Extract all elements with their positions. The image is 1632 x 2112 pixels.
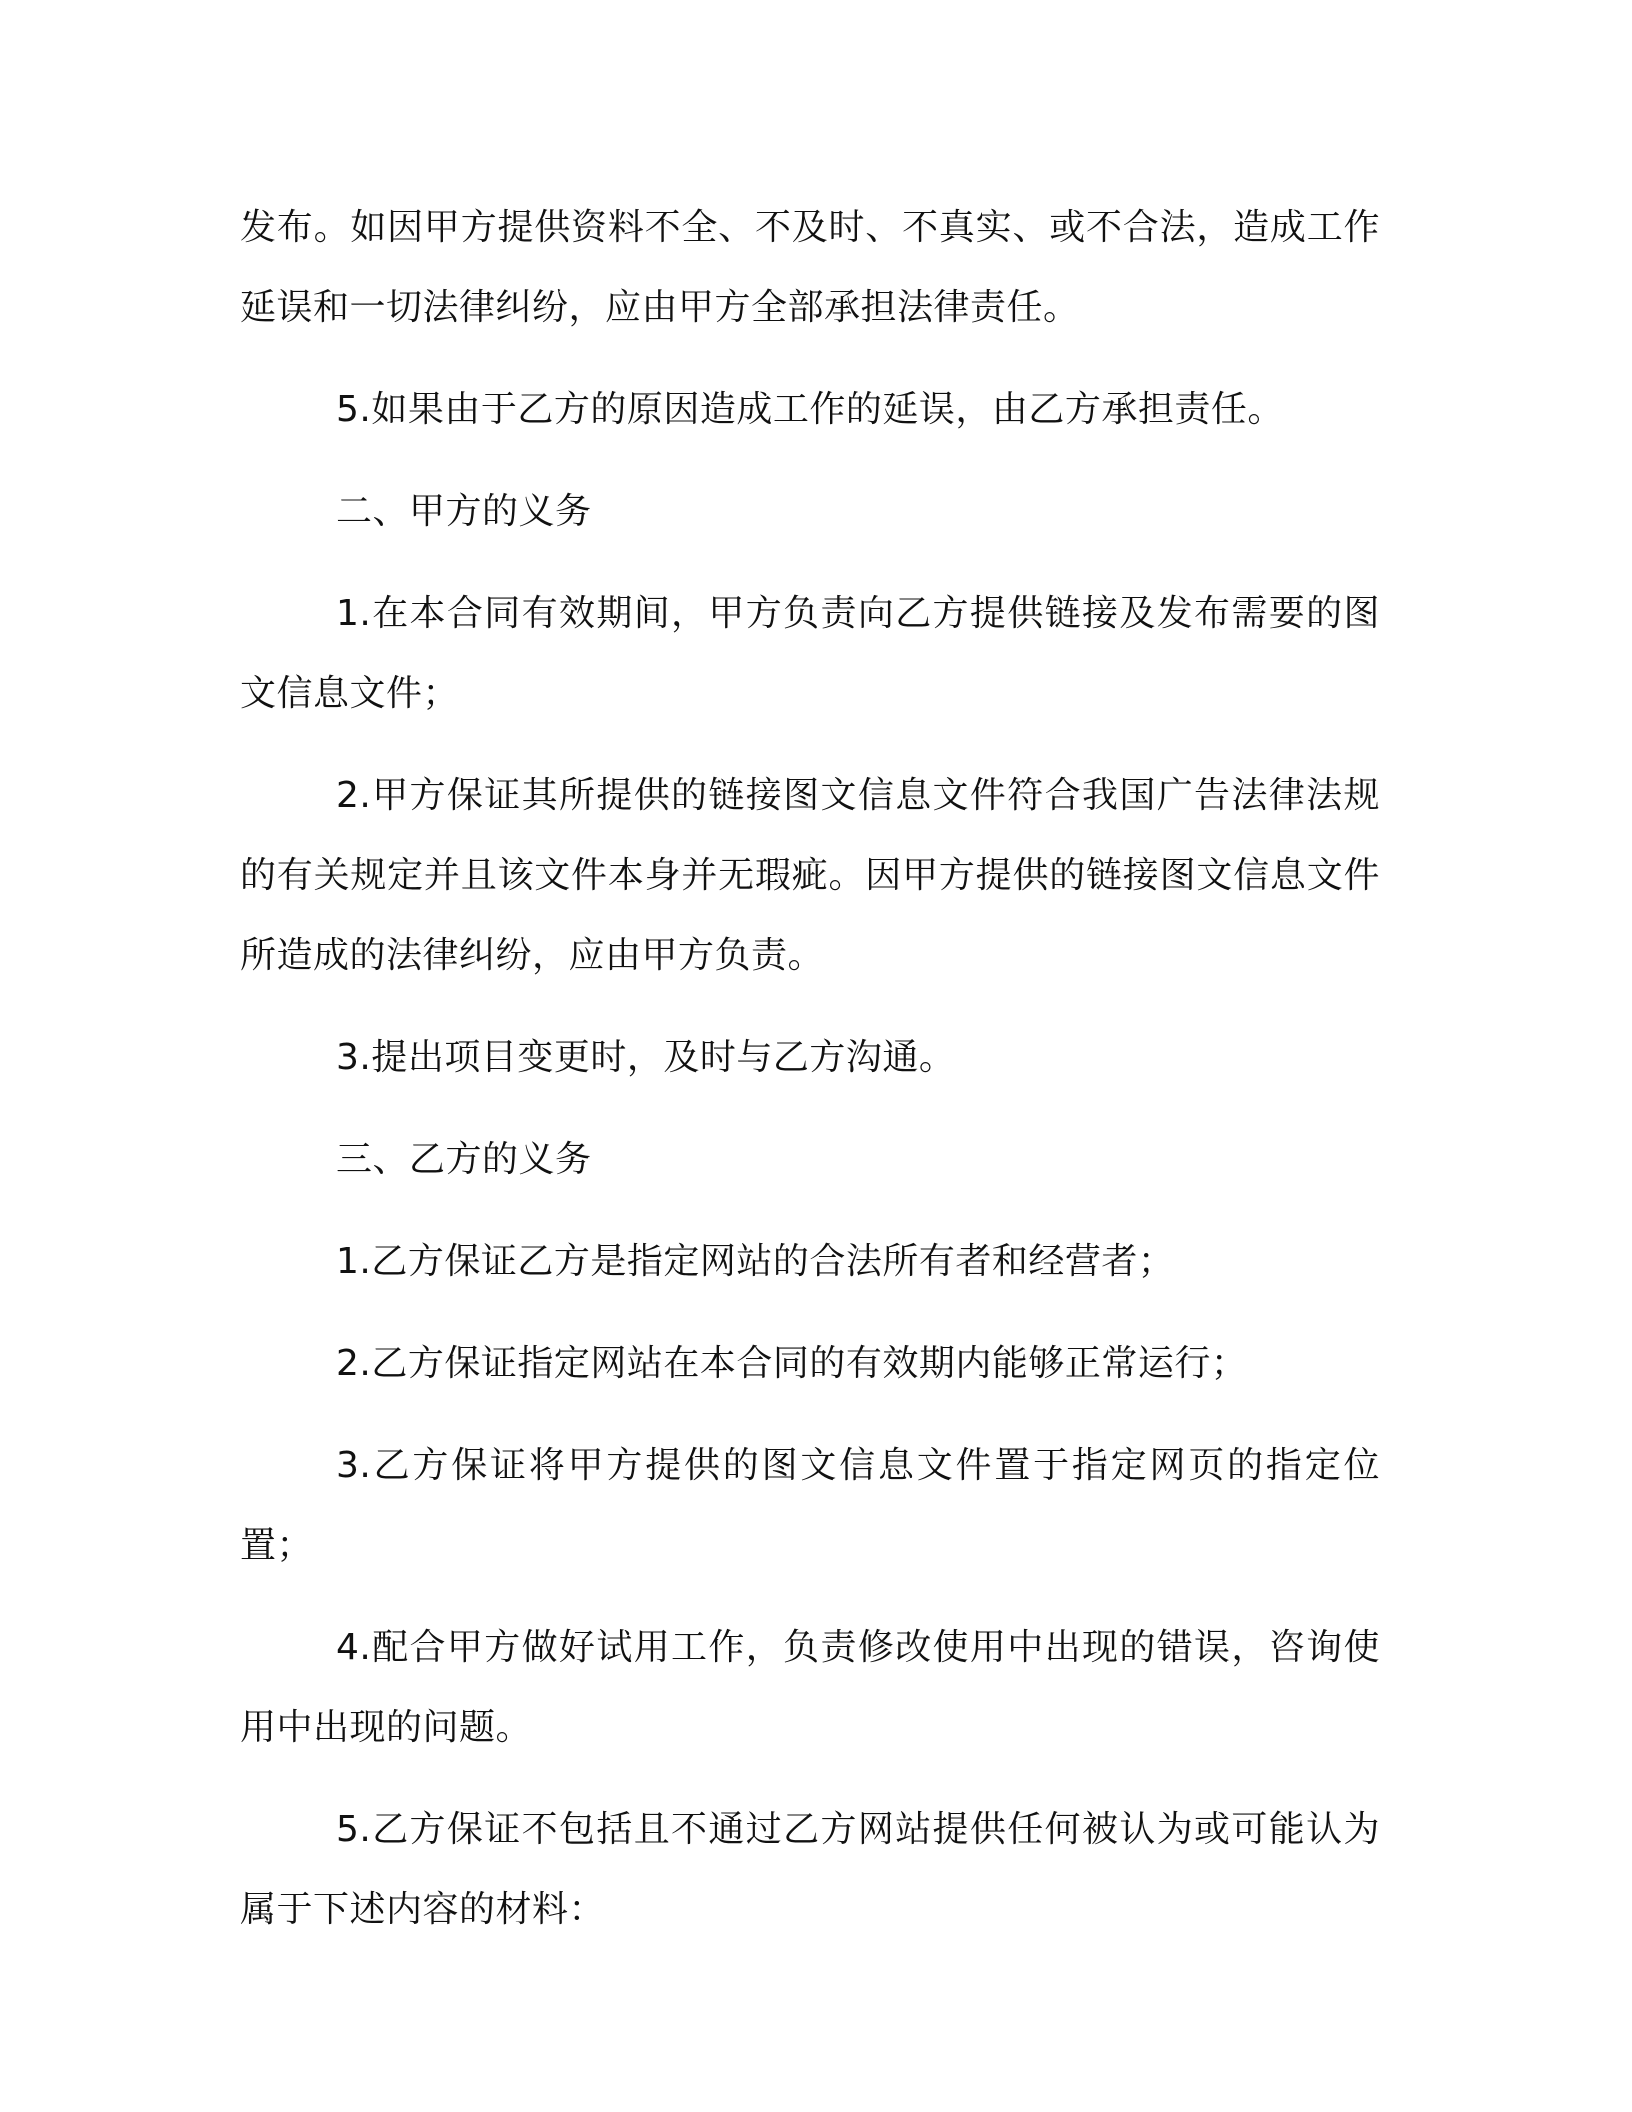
paragraph-party-a-clause-2: 2.甲方保证其所提供的链接图文信息文件符合我国广告法律法规的有关规定并且该文件本身并无瑕疵。因甲方提供的链接图文信息文件所造成的法律纠纷，应由甲方负责。	[240, 775, 1380, 976]
paragraph-clause-5: 5.如果由于乙方的原因造成工作的延误，由乙方承担责任。	[336, 389, 1284, 430]
paragraph-party-a-clause-3: 3.提出项目变更时，及时与乙方沟通。	[336, 1037, 956, 1078]
paragraph-continuation: 发布。如因甲方提供资料不全、不及时、不真实、或不合法，造成工作延误和一切法律纠纷，应由甲方全部承担法律责任。	[240, 207, 1380, 328]
document-body	[240, 188, 1380, 1972]
paragraph-party-b-clause-1: 1.乙方保证乙方是指定网站的合法所有者和经营者；	[336, 1241, 1175, 1282]
paragraph-party-b-clause-5: 5.乙方保证不包括且不通过乙方网站提供任何被认为或可能认为属于下述内容的材料：	[240, 1809, 1380, 1930]
paragraph-party-b-clause-2: 2.乙方保证指定网站在本合同的有效期内能够正常运行；	[336, 1343, 1248, 1384]
paragraph-party-a-clause-1: 1.在本合同有效期间，甲方负责向乙方提供链接及发布需要的图文信息文件；	[240, 593, 1380, 714]
section-heading-party-a-obligations: 二、甲方的义务	[336, 491, 592, 532]
paragraph-party-b-clause-3: 3.乙方保证将甲方提供的图文信息文件置于指定网页的指定位置；	[240, 1445, 1380, 1566]
section-heading-party-b-obligations: 三、乙方的义务	[336, 1139, 592, 1180]
paragraph-party-b-clause-4: 4.配合甲方做好试用工作，负责修改使用中出现的错误，咨询使用中出现的问题。	[240, 1627, 1380, 1748]
